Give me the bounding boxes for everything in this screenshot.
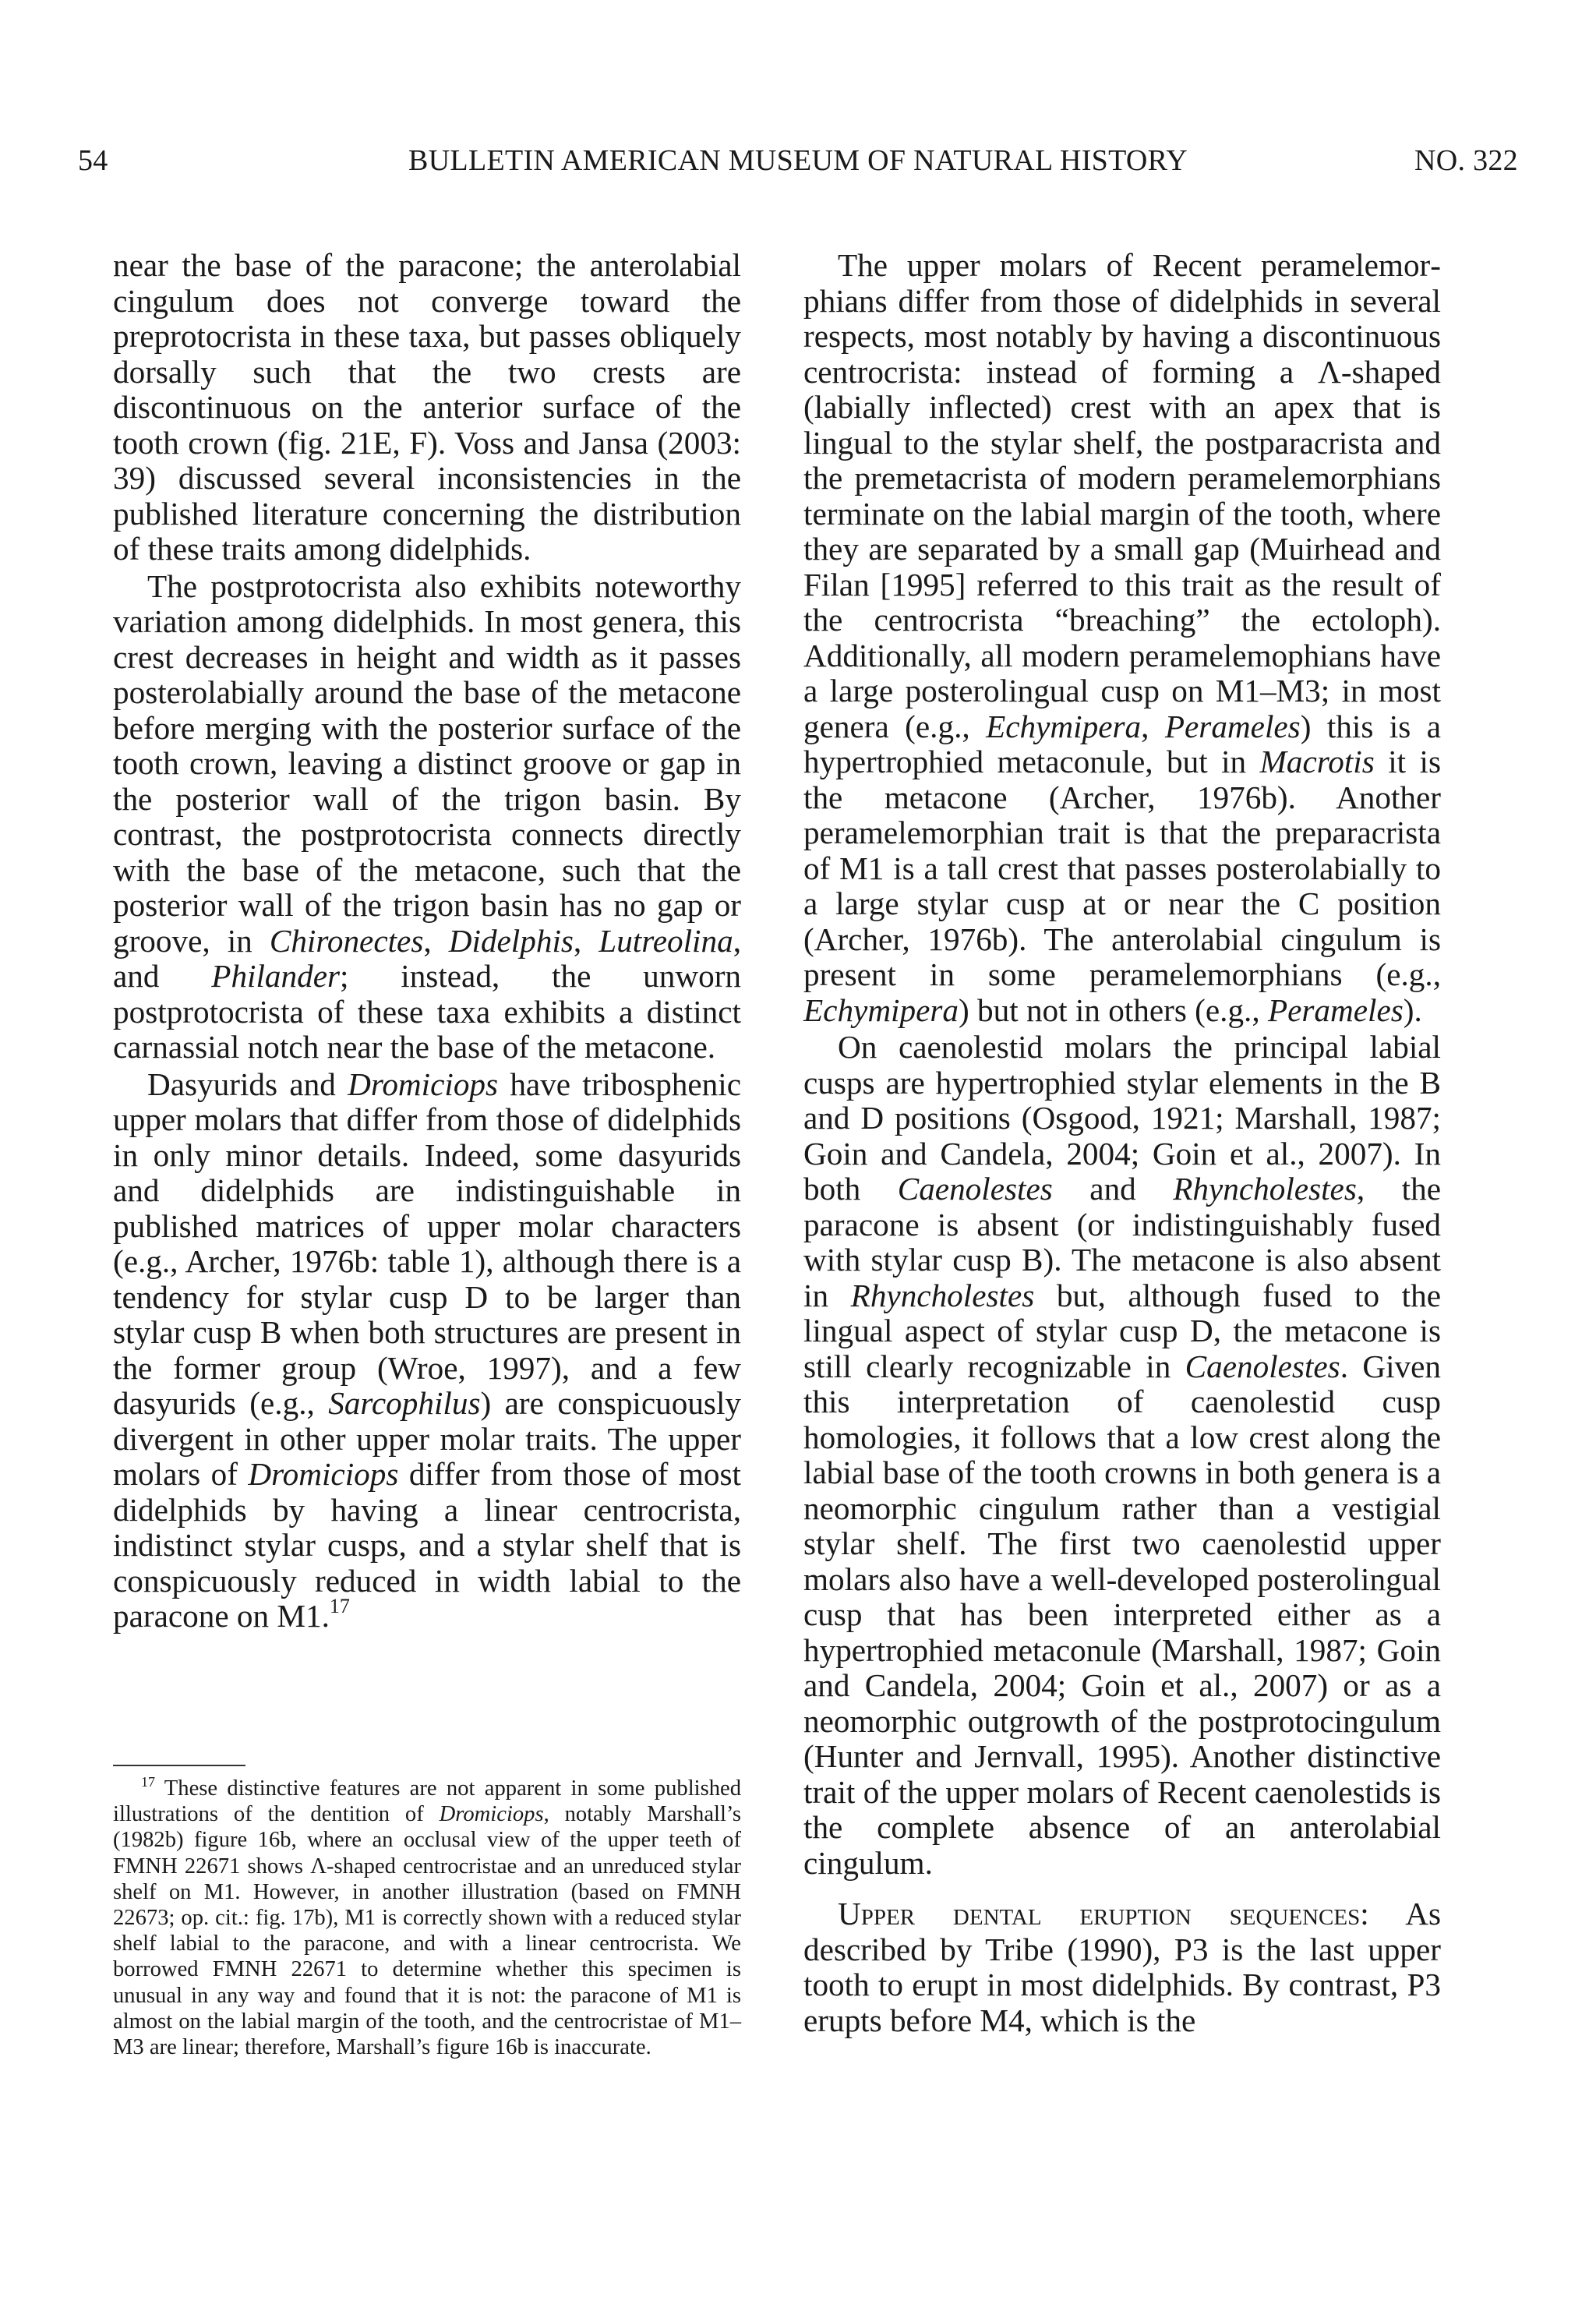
taxon-name: Lutreolina (598, 922, 733, 959)
paragraph: On caenolestid molars the principal labial cusps are hypertrophied stylar elements in the B and D positions (Osgood, 1921; Marshall, 1987; Goin and Candela, 2004; Goin et al., 2007). In both Caenolestes and Rhyncholestes, the paracone is absent (or indistinguishably fused with stylar cusp B). The metacone is also absent in Rhyncholestes but, although fused to the lingual aspect of stylar cusp D, the metacone is still clearly recognizable in Caenolestes. Given this interpretation of caenolestid cusp homologies, it follows that a low crest along the labial base of the tooth crowns in both genera is a neomorphic cingulum rather than a vestigial stylar shelf. The first two caenolestid upper molars also have a well-developed posterolingual cusp that has been interpreted either as a hypertrophied metaconule (Marshall, 1987; Goin and Candela, 2004; Goin et al., 2007) or as a neomorphic outgrowth of the postprotocingulum (Hunter and Jernvall, 1995). Another distinctive trait of the upper molars of Recent caenolestids is the complete absence of an anterolabial cingulum. (803, 1029, 1442, 1881)
taxon-name: Chironectes (269, 922, 424, 959)
taxon-name: Dromiciops (439, 1802, 544, 1827)
page-number: 54 (78, 144, 108, 177)
footnote-reference[interactable]: 17 (329, 1595, 350, 1617)
taxon-name: Macrotis (1259, 744, 1375, 779)
taxon-name: Rhyncholestes (1173, 1171, 1357, 1207)
taxon-name: Echymipera (986, 708, 1142, 744)
footnote-number: 17 (141, 1774, 155, 1790)
left-column (113, 248, 741, 1635)
taxon-name: Didelphis (448, 922, 574, 959)
taxon-name: Sarcophilus (328, 1385, 481, 1421)
footnote-divider (113, 1765, 245, 1766)
running-header (78, 143, 1518, 182)
paragraph: Dasyurids and Dromiciops have tribosphenic upper molars that differ from those of didelphids in only minor details. Indeed, some dasyurids and didelphids are indistinguishable in published matrices of upper molar characters (e.g., Archer, 1976b: table 1), although there is a tendency for stylar cusp D to be larger than stylar cusp B when both structures are present in the former group (Wroe, 1997), and a few dasyurids (e.g., Sarcophilus) are conspicuously divergent in other upper molar traits. The upper molars of Dromiciops differ from those of most didelphids by having a linear centrocrista, indistinct stylar cusps, and a stylar shelf that is conspicuously reduced in width labial to the paracone on M1.17 (113, 1066, 741, 1634)
section-heading: Upper dental eruption sequences: (838, 1896, 1369, 1931)
taxon-name: Echymipera (803, 991, 959, 1028)
footnote-text: $^{17}$ These distinctive features are not apparent in some published illustrations of the dentition of Dromiciops, notably Marshall’s (1982b) figure 16b, where an occlusal view of the upper teeth of FMNH 22671 shows Λ-shaped centrocristae and an unreduced stylar shelf on M1. However, in another illustration (based on FMNH 22673; op. cit.: fig. 17b), M1 is correctly shown with a reduced stylar shelf labial to the paracone, and with a linear centrocrista. We borrowed FMNH 22671 to determine whether this specimen is unusual in any way and found that it is not: the paracone of M1 is almost on the labial margin of the tooth, and the centrocristae of M1–M3 are linear; therefore, Marshall’s figure 16b is inaccurate. (113, 1774, 741, 2060)
paragraph: The upper molars of Recent peramelemorphians differ from those of didelphids in several respects, most notably by having a discontinuous centrocrista: instead of forming a Λ-shaped (labially inflected) crest with an apex that is lingual to the stylar shelf, the postparacrista and the premetacrista of modern peramelemorphians terminate on the labial margin of the tooth, where they are separated by a small gap (Muirhead and Filan [1995] referred to this trait as the result of the centrocrista “breaching” the ectoloph). Additionally, all modern peramelemophians have a large posterolingual cusp on M1–M3; in most genera (e.g., Echymipera, Perameles) this is a hypertrophied metaconule, but in Macrotis it is the metacone (Archer, 1976b). Another peramelemorphian trait is that the preparacrista of M1 is a tall crest that passes posterolabially to a large stylar cusp at or near the C position (Archer, 1976b). The anterolabial cingulum is present in some peramelemorphians (e.g., Echymipera) but not in others (e.g., Perameles). (803, 247, 1442, 1028)
taxon-name: Philander (211, 958, 341, 994)
taxon-name: Dromiciops (248, 1456, 399, 1492)
taxon-name: Caenolestes (1185, 1348, 1340, 1384)
journal-title: BULLETIN AMERICAN MUSEUM OF NATURAL HISTORY (408, 144, 1188, 177)
taxon-name: Caenolestes (897, 1171, 1053, 1207)
taxon-name: Perameles (1164, 708, 1301, 744)
issue-number: NO. 322 (1414, 144, 1518, 177)
footnote (113, 1776, 741, 2060)
right-column (803, 248, 1441, 2038)
paragraph: near the base of the paracone; the anterolabial cingulum does not converge toward the preprotocrista in these taxa, but passes obliquely dorsally such that the two crests are discontinuous on the anterior surface of the tooth crown (fig. 21E, F). Voss and Jansa (2003: 39) discussed several inconsistencies in the published literature concerning the distribution of these traits among didelphids. (113, 247, 741, 567)
taxon-name: Rhyncholestes (850, 1277, 1035, 1313)
taxon-name: Perameles (1267, 991, 1404, 1028)
paragraph: The postprotocrista also exhibits noteworthy variation among didelphids. In most genera, this crest decreases in height and width as it passes posterolabially around the base of the metacone before merging with the posterior surface of the tooth crown, leaving a distinct groove or gap in the posterior wall of the trigon basin. By contrast, the postprotocrista connects directly with the base of the metacone, such that the posterior wall of the trigon basin has no gap or groove, in Chironectes, Didelphis, Lutreolina, and Philander; instead, the unworn postprotocrista of these taxa exhibits a distinct carnassial notch near the base of the metacone. (113, 567, 741, 1065)
paragraph: Upper dental eruption sequences: As described by Tribe (1990), P3 is the last upper tooth to erupt in most didelphids. By contrast, P3 erupts before M4, which is the (803, 1896, 1442, 2038)
taxon-name: Dromiciops (348, 1066, 499, 1102)
